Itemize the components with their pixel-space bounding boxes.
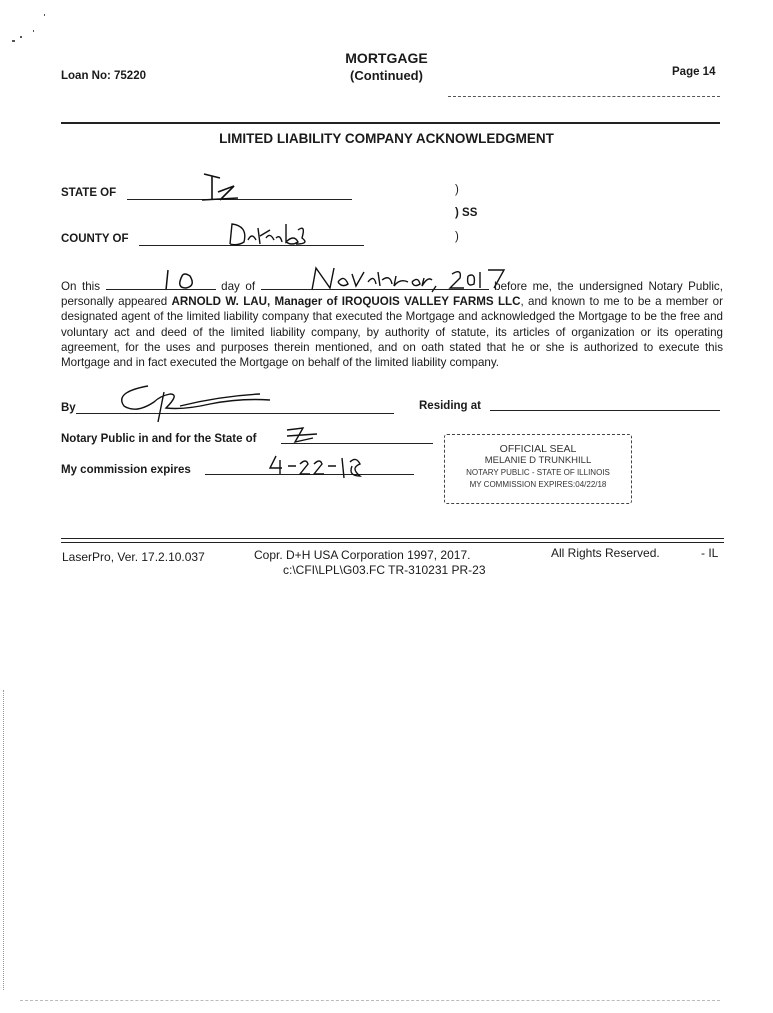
notary-signature: [110, 382, 280, 427]
day-blank: [106, 279, 216, 290]
scan-speck: [44, 14, 45, 16]
scan-speck: [33, 30, 34, 32]
document-subtitle: (Continued): [350, 68, 423, 83]
notary-state-label: Notary Public in and for the State of: [61, 433, 257, 445]
commission-label: My commission expires: [61, 464, 191, 476]
footer-rule-top: [61, 538, 724, 539]
footer-software: LaserPro, Ver. 17.2.10.037: [62, 550, 205, 564]
scan-edge: [3, 690, 5, 990]
seal-commission-expiry: MY COMMISSION EXPIRES:04/22/18: [469, 480, 607, 489]
seal-notary-public: NOTARY PUBLIC - STATE OF ILLINOIS: [466, 468, 610, 477]
header-dash-rule: [448, 95, 720, 97]
footer-path: c:\CFI\LPL\G03.FC TR-310231 PR-23: [283, 563, 486, 577]
county-handwriting: [226, 218, 316, 255]
ack-text-intro: before me, the undersigned Notary Public, personally appeared: [61, 280, 723, 309]
document-title: MORTGAGE: [345, 50, 428, 66]
day-of-label: day of: [221, 280, 256, 293]
scan-speck: [12, 40, 15, 42]
seal-title: OFFICIAL SEAL: [499, 443, 577, 455]
paren-bottom: ): [455, 231, 459, 243]
footer-rule-bottom: [61, 542, 724, 543]
footer-copyright: Copr. D+H USA Corporation 1997, 2017.: [254, 548, 471, 562]
acknowledgment-paragraph: [61, 279, 723, 370]
commission-date-handwriting: [266, 452, 376, 485]
ss-label: ) SS: [455, 207, 478, 219]
scan-bottom-edge: [20, 1000, 720, 1001]
section-title: LIMITED LIABILITY COMPANY ACKNOWLEDGMENT: [219, 131, 554, 146]
header-rule: [61, 122, 720, 124]
paren-top: ): [455, 184, 459, 196]
residing-line: [490, 410, 720, 411]
scan-speck: [20, 36, 22, 38]
official-notary-seal: [444, 434, 632, 504]
state-label: STATE OF: [61, 187, 117, 199]
footer-state: - IL: [701, 546, 719, 560]
county-label: COUNTY OF: [61, 233, 129, 245]
month-year-blank: [261, 279, 489, 290]
notary-state-handwriting: [283, 424, 327, 451]
by-label: By: [61, 402, 76, 414]
seal-notary-name: MELANIE D TRUNKHILL: [484, 455, 592, 466]
footer-rights: All Rights Reserved.: [551, 546, 660, 560]
on-this-label: On this: [61, 280, 101, 293]
appearing-person: ARNOLD W. LAU, Manager of IROQUOIS VALLEY FARMS LLC: [171, 295, 521, 309]
page-number: Page 14: [672, 66, 716, 78]
residing-label: Residing at: [419, 400, 481, 412]
ack-text-body: , and known to me to be a member or designated agent of the limited liability company that executed the Mortgage and acknowledged the Mortgage to be the free and voluntary act and deed of the limited liability company, by authority of statute, its articles of organization or its operating agreement, for the uses and purposes therein mentioned, and on oath stated that he or she is authorized to execute this Mortgage and in fact executed the Mortgage on behalf of the limited liability company.: [61, 295, 723, 370]
loan-number: Loan No: 75220: [61, 70, 146, 82]
state-handwriting: [198, 170, 248, 211]
